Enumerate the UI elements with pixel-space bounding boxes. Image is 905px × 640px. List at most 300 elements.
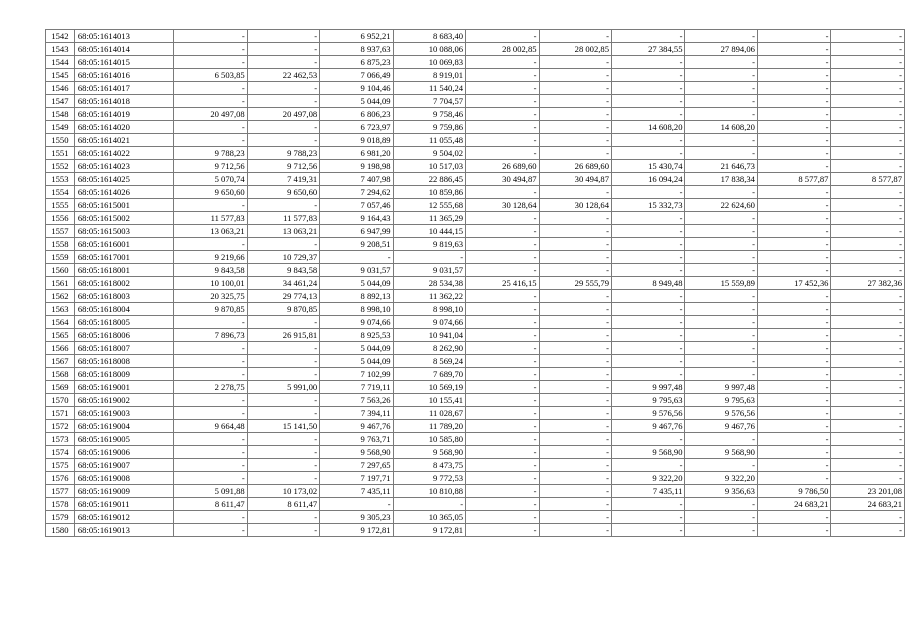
cadastral-code-cell: 68:05:1619004 bbox=[74, 420, 173, 433]
value-col-6-cell: - bbox=[539, 511, 611, 524]
value-col-1-cell: - bbox=[174, 316, 247, 329]
value-col-1-cell: - bbox=[174, 121, 247, 134]
row-number-cell: 1546 bbox=[46, 82, 75, 95]
value-col-6-cell: - bbox=[539, 147, 611, 160]
value-col-4-cell: 10 859,86 bbox=[393, 186, 465, 199]
row-number-cell: 1552 bbox=[46, 160, 75, 173]
value-col-4-cell: 11 365,29 bbox=[393, 212, 465, 225]
table-row bbox=[46, 186, 905, 199]
table-row bbox=[46, 56, 905, 69]
value-col-9-cell: - bbox=[757, 121, 830, 134]
value-col-2-cell: 8 611,47 bbox=[247, 498, 319, 511]
value-col-3-cell: 7 066,49 bbox=[320, 69, 393, 82]
value-col-9-cell: - bbox=[757, 459, 830, 472]
value-col-1-cell: 7 896,73 bbox=[174, 329, 247, 342]
value-col-7-cell: - bbox=[612, 524, 685, 537]
table-row bbox=[46, 381, 905, 394]
value-col-9-cell: - bbox=[757, 264, 830, 277]
cadastral-code-cell: 68:05:1614020 bbox=[74, 121, 173, 134]
value-col-10-cell: - bbox=[831, 69, 905, 82]
value-col-1-cell: - bbox=[174, 82, 247, 95]
value-col-7-cell: - bbox=[612, 108, 685, 121]
value-col-3-cell: 8 998,10 bbox=[320, 303, 393, 316]
value-col-4-cell: 11 540,24 bbox=[393, 82, 465, 95]
table-row bbox=[46, 433, 905, 446]
value-col-7-cell: - bbox=[612, 264, 685, 277]
value-col-10-cell: - bbox=[831, 459, 905, 472]
value-col-2-cell: - bbox=[247, 342, 319, 355]
cadastral-code-cell: 68:05:1618006 bbox=[74, 329, 173, 342]
value-col-5-cell: - bbox=[466, 108, 539, 121]
value-col-6-cell: - bbox=[539, 251, 611, 264]
row-number-cell: 1559 bbox=[46, 251, 75, 264]
value-col-1-cell: - bbox=[174, 134, 247, 147]
value-col-8-cell: - bbox=[685, 290, 757, 303]
value-col-10-cell: 8 577,87 bbox=[831, 173, 905, 186]
value-col-3-cell: 7 563,26 bbox=[320, 394, 393, 407]
table-row bbox=[46, 238, 905, 251]
value-col-9-cell: - bbox=[757, 303, 830, 316]
value-col-10-cell: 24 683,21 bbox=[831, 498, 905, 511]
cadastral-code-cell: 68:05:1614023 bbox=[74, 160, 173, 173]
row-number-cell: 1574 bbox=[46, 446, 75, 459]
value-col-2-cell: - bbox=[247, 433, 319, 446]
value-col-6-cell: - bbox=[539, 238, 611, 251]
value-col-2-cell: 10 729,37 bbox=[247, 251, 319, 264]
row-number-cell: 1568 bbox=[46, 368, 75, 381]
value-col-3-cell: 7 719,11 bbox=[320, 381, 393, 394]
value-col-8-cell: - bbox=[685, 329, 757, 342]
value-col-1-cell: - bbox=[174, 342, 247, 355]
cadastral-code-cell: 68:05:1619002 bbox=[74, 394, 173, 407]
value-col-2-cell: - bbox=[247, 134, 319, 147]
value-col-6-cell: 29 555,79 bbox=[539, 277, 611, 290]
value-col-1-cell: 9 870,85 bbox=[174, 303, 247, 316]
table-row bbox=[46, 95, 905, 108]
value-col-9-cell: - bbox=[757, 147, 830, 160]
value-col-6-cell: - bbox=[539, 225, 611, 238]
value-col-5-cell: - bbox=[466, 342, 539, 355]
value-col-9-cell: - bbox=[757, 30, 830, 43]
value-col-10-cell: - bbox=[831, 225, 905, 238]
value-col-2-cell: 20 497,08 bbox=[247, 108, 319, 121]
value-col-9-cell: - bbox=[757, 420, 830, 433]
value-col-10-cell: - bbox=[831, 212, 905, 225]
row-number-cell: 1562 bbox=[46, 290, 75, 303]
value-col-4-cell: 11 028,67 bbox=[393, 407, 465, 420]
value-col-7-cell: - bbox=[612, 212, 685, 225]
value-col-10-cell: - bbox=[831, 329, 905, 342]
value-col-6-cell: - bbox=[539, 30, 611, 43]
cadastral-code-cell: 68:05:1618009 bbox=[74, 368, 173, 381]
value-col-7-cell: 9 322,20 bbox=[612, 472, 685, 485]
value-col-1-cell: 5 091,88 bbox=[174, 485, 247, 498]
value-col-5-cell: 25 416,15 bbox=[466, 277, 539, 290]
value-col-9-cell: - bbox=[757, 368, 830, 381]
value-col-1-cell: - bbox=[174, 511, 247, 524]
table-row bbox=[46, 173, 905, 186]
value-col-1-cell: 8 611,47 bbox=[174, 498, 247, 511]
value-col-8-cell: - bbox=[685, 225, 757, 238]
value-col-10-cell: - bbox=[831, 160, 905, 173]
value-col-8-cell: - bbox=[685, 147, 757, 160]
value-col-6-cell: 30 494,87 bbox=[539, 173, 611, 186]
value-col-3-cell: 7 102,99 bbox=[320, 368, 393, 381]
value-col-9-cell: - bbox=[757, 251, 830, 264]
value-col-4-cell: 10 517,03 bbox=[393, 160, 465, 173]
cadastral-code-cell: 68:05:1614013 bbox=[74, 30, 173, 43]
value-col-2-cell: - bbox=[247, 368, 319, 381]
value-col-3-cell: - bbox=[320, 251, 393, 264]
value-col-4-cell: 10 155,41 bbox=[393, 394, 465, 407]
value-col-2-cell: 9 712,56 bbox=[247, 160, 319, 173]
value-col-8-cell: 9 322,20 bbox=[685, 472, 757, 485]
row-number-cell: 1561 bbox=[46, 277, 75, 290]
value-col-10-cell: - bbox=[831, 420, 905, 433]
value-col-9-cell: - bbox=[757, 43, 830, 56]
value-col-4-cell: 9 031,57 bbox=[393, 264, 465, 277]
value-col-7-cell: 8 949,48 bbox=[612, 277, 685, 290]
value-col-8-cell: - bbox=[685, 238, 757, 251]
value-col-3-cell: 8 937,63 bbox=[320, 43, 393, 56]
value-col-4-cell: 10 810,88 bbox=[393, 485, 465, 498]
value-col-10-cell: - bbox=[831, 82, 905, 95]
value-col-3-cell: 9 018,89 bbox=[320, 134, 393, 147]
value-col-3-cell: 9 198,98 bbox=[320, 160, 393, 173]
value-col-10-cell: - bbox=[831, 407, 905, 420]
value-col-7-cell: - bbox=[612, 329, 685, 342]
value-col-4-cell: 8 569,24 bbox=[393, 355, 465, 368]
table-row bbox=[46, 303, 905, 316]
table-row bbox=[46, 342, 905, 355]
value-col-3-cell: 8 892,13 bbox=[320, 290, 393, 303]
value-col-9-cell: - bbox=[757, 238, 830, 251]
value-col-10-cell: - bbox=[831, 303, 905, 316]
table-body bbox=[46, 30, 905, 537]
table-row bbox=[46, 394, 905, 407]
value-col-4-cell: 9 758,46 bbox=[393, 108, 465, 121]
value-col-3-cell: 9 763,71 bbox=[320, 433, 393, 446]
value-col-2-cell: - bbox=[247, 524, 319, 537]
table-row bbox=[46, 225, 905, 238]
value-col-9-cell: - bbox=[757, 56, 830, 69]
value-col-8-cell: 9 795,63 bbox=[685, 394, 757, 407]
value-col-2-cell: - bbox=[247, 472, 319, 485]
value-col-9-cell: - bbox=[757, 407, 830, 420]
row-number-cell: 1571 bbox=[46, 407, 75, 420]
value-col-4-cell: 8 998,10 bbox=[393, 303, 465, 316]
cadastral-code-cell: 68:05:1614025 bbox=[74, 173, 173, 186]
value-col-9-cell: - bbox=[757, 134, 830, 147]
value-col-9-cell: - bbox=[757, 69, 830, 82]
row-number-cell: 1544 bbox=[46, 56, 75, 69]
value-col-3-cell: 5 044,09 bbox=[320, 277, 393, 290]
table-row bbox=[46, 511, 905, 524]
value-col-6-cell: - bbox=[539, 394, 611, 407]
value-col-5-cell: - bbox=[466, 251, 539, 264]
cadastral-code-cell: 68:05:1618008 bbox=[74, 355, 173, 368]
row-number-cell: 1548 bbox=[46, 108, 75, 121]
value-col-9-cell: 8 577,87 bbox=[757, 173, 830, 186]
value-col-5-cell: - bbox=[466, 511, 539, 524]
value-col-2-cell: - bbox=[247, 56, 319, 69]
value-col-5-cell: - bbox=[466, 303, 539, 316]
value-col-3-cell: 7 407,98 bbox=[320, 173, 393, 186]
value-col-5-cell: 30 494,87 bbox=[466, 173, 539, 186]
value-col-6-cell: - bbox=[539, 472, 611, 485]
value-col-2-cell: 26 915,81 bbox=[247, 329, 319, 342]
table-row bbox=[46, 329, 905, 342]
value-col-7-cell: 16 094,24 bbox=[612, 173, 685, 186]
row-number-cell: 1575 bbox=[46, 459, 75, 472]
value-col-7-cell: - bbox=[612, 433, 685, 446]
value-col-7-cell: 9 997,48 bbox=[612, 381, 685, 394]
value-col-9-cell: - bbox=[757, 225, 830, 238]
value-col-2-cell: 15 141,50 bbox=[247, 420, 319, 433]
value-col-9-cell: - bbox=[757, 290, 830, 303]
table-row bbox=[46, 277, 905, 290]
row-number-cell: 1572 bbox=[46, 420, 75, 433]
value-col-5-cell: - bbox=[466, 381, 539, 394]
value-col-5-cell: - bbox=[466, 186, 539, 199]
value-col-7-cell: - bbox=[612, 303, 685, 316]
value-col-6-cell: - bbox=[539, 316, 611, 329]
value-col-5-cell: - bbox=[466, 420, 539, 433]
cadastral-code-cell: 68:05:1614019 bbox=[74, 108, 173, 121]
value-col-7-cell: - bbox=[612, 355, 685, 368]
value-col-5-cell: - bbox=[466, 82, 539, 95]
cadastral-code-cell: 68:05:1618003 bbox=[74, 290, 173, 303]
row-number-cell: 1551 bbox=[46, 147, 75, 160]
value-col-1-cell: - bbox=[174, 43, 247, 56]
value-col-7-cell: - bbox=[612, 511, 685, 524]
value-col-4-cell: 10 365,05 bbox=[393, 511, 465, 524]
value-col-10-cell: - bbox=[831, 30, 905, 43]
value-col-3-cell: 6 723,97 bbox=[320, 121, 393, 134]
value-col-1-cell: 2 278,75 bbox=[174, 381, 247, 394]
value-col-9-cell: - bbox=[757, 82, 830, 95]
cadastral-code-cell: 68:05:1614015 bbox=[74, 56, 173, 69]
table-row bbox=[46, 134, 905, 147]
value-col-10-cell: - bbox=[831, 472, 905, 485]
value-col-4-cell: 9 568,90 bbox=[393, 446, 465, 459]
value-col-1-cell: 9 650,60 bbox=[174, 186, 247, 199]
value-col-10-cell: - bbox=[831, 134, 905, 147]
cadastral-code-cell: 68:05:1614014 bbox=[74, 43, 173, 56]
value-col-4-cell: 11 055,48 bbox=[393, 134, 465, 147]
value-col-2-cell: 10 173,02 bbox=[247, 485, 319, 498]
value-col-8-cell: - bbox=[685, 303, 757, 316]
table-row bbox=[46, 251, 905, 264]
cadastral-code-cell: 68:05:1619003 bbox=[74, 407, 173, 420]
value-col-7-cell: - bbox=[612, 95, 685, 108]
value-col-3-cell: 7 057,46 bbox=[320, 199, 393, 212]
value-col-10-cell: - bbox=[831, 199, 905, 212]
value-col-8-cell: - bbox=[685, 82, 757, 95]
value-col-8-cell: - bbox=[685, 95, 757, 108]
value-col-1-cell: - bbox=[174, 56, 247, 69]
value-col-2-cell: 5 991,00 bbox=[247, 381, 319, 394]
value-col-6-cell: - bbox=[539, 433, 611, 446]
value-col-4-cell: 10 941,04 bbox=[393, 329, 465, 342]
value-col-6-cell: - bbox=[539, 342, 611, 355]
cadastral-code-cell: 68:05:1616001 bbox=[74, 238, 173, 251]
cadastral-code-cell: 68:05:1619008 bbox=[74, 472, 173, 485]
value-col-9-cell: - bbox=[757, 394, 830, 407]
value-col-10-cell: - bbox=[831, 121, 905, 134]
value-col-3-cell: 9 305,23 bbox=[320, 511, 393, 524]
value-col-3-cell: 9 172,81 bbox=[320, 524, 393, 537]
table-row bbox=[46, 212, 905, 225]
cadastral-code-cell: 68:05:1614016 bbox=[74, 69, 173, 82]
value-col-10-cell: - bbox=[831, 511, 905, 524]
value-col-7-cell: 27 384,55 bbox=[612, 43, 685, 56]
value-col-6-cell: - bbox=[539, 212, 611, 225]
value-col-8-cell: 9 568,90 bbox=[685, 446, 757, 459]
value-col-8-cell: - bbox=[685, 30, 757, 43]
value-col-5-cell: - bbox=[466, 30, 539, 43]
value-col-3-cell: 6 875,23 bbox=[320, 56, 393, 69]
value-col-8-cell: - bbox=[685, 511, 757, 524]
cadastral-code-cell: 68:05:1618005 bbox=[74, 316, 173, 329]
value-col-3-cell: 5 044,09 bbox=[320, 95, 393, 108]
value-col-7-cell: - bbox=[612, 251, 685, 264]
value-col-8-cell: 9 356,63 bbox=[685, 485, 757, 498]
value-col-1-cell: - bbox=[174, 368, 247, 381]
cadastral-code-cell: 68:05:1615001 bbox=[74, 199, 173, 212]
value-col-10-cell: - bbox=[831, 251, 905, 264]
value-col-2-cell: - bbox=[247, 82, 319, 95]
value-col-3-cell: 8 925,53 bbox=[320, 329, 393, 342]
value-col-6-cell: - bbox=[539, 69, 611, 82]
cadastral-code-cell: 68:05:1618007 bbox=[74, 342, 173, 355]
table-row bbox=[46, 69, 905, 82]
value-col-1-cell: 5 070,74 bbox=[174, 173, 247, 186]
value-col-7-cell: - bbox=[612, 82, 685, 95]
value-col-9-cell: - bbox=[757, 212, 830, 225]
value-col-9-cell: 9 786,50 bbox=[757, 485, 830, 498]
value-col-3-cell: 7 394,11 bbox=[320, 407, 393, 420]
value-col-7-cell: 9 795,63 bbox=[612, 394, 685, 407]
value-col-6-cell: - bbox=[539, 82, 611, 95]
value-col-7-cell: - bbox=[612, 290, 685, 303]
value-col-2-cell: 22 462,53 bbox=[247, 69, 319, 82]
value-col-7-cell: - bbox=[612, 238, 685, 251]
value-col-1-cell: - bbox=[174, 394, 247, 407]
value-col-8-cell: 9 467,76 bbox=[685, 420, 757, 433]
value-col-5-cell: - bbox=[466, 147, 539, 160]
cadastral-code-cell: 68:05:1615002 bbox=[74, 212, 173, 225]
value-col-3-cell: 9 467,76 bbox=[320, 420, 393, 433]
value-col-8-cell: - bbox=[685, 134, 757, 147]
cadastral-code-cell: 68:05:1619001 bbox=[74, 381, 173, 394]
value-col-7-cell: - bbox=[612, 134, 685, 147]
table-row bbox=[46, 524, 905, 537]
value-col-6-cell: - bbox=[539, 485, 611, 498]
value-col-9-cell: - bbox=[757, 381, 830, 394]
value-col-1-cell: - bbox=[174, 524, 247, 537]
value-col-7-cell: - bbox=[612, 459, 685, 472]
value-col-5-cell: - bbox=[466, 95, 539, 108]
value-col-2-cell: - bbox=[247, 459, 319, 472]
value-col-7-cell: - bbox=[612, 147, 685, 160]
value-col-8-cell: - bbox=[685, 316, 757, 329]
value-col-10-cell: - bbox=[831, 108, 905, 121]
row-number-cell: 1565 bbox=[46, 329, 75, 342]
row-number-cell: 1563 bbox=[46, 303, 75, 316]
cadastral-code-cell: 68:05:1618004 bbox=[74, 303, 173, 316]
table-row bbox=[46, 368, 905, 381]
value-col-10-cell: - bbox=[831, 355, 905, 368]
value-col-1-cell: 9 788,23 bbox=[174, 147, 247, 160]
value-col-4-cell: 10 088,06 bbox=[393, 43, 465, 56]
value-col-2-cell: 9 650,60 bbox=[247, 186, 319, 199]
table-row bbox=[46, 290, 905, 303]
value-col-8-cell: - bbox=[685, 56, 757, 69]
value-col-6-cell: - bbox=[539, 95, 611, 108]
value-col-1-cell: 20 325,75 bbox=[174, 290, 247, 303]
value-col-6-cell: - bbox=[539, 134, 611, 147]
value-col-1-cell: - bbox=[174, 433, 247, 446]
value-col-9-cell: - bbox=[757, 446, 830, 459]
value-col-6-cell: - bbox=[539, 290, 611, 303]
value-col-8-cell: - bbox=[685, 69, 757, 82]
value-col-9-cell: - bbox=[757, 433, 830, 446]
value-col-5-cell: - bbox=[466, 134, 539, 147]
row-number-cell: 1577 bbox=[46, 485, 75, 498]
value-col-8-cell: 17 838,34 bbox=[685, 173, 757, 186]
value-col-1-cell: - bbox=[174, 95, 247, 108]
value-col-2-cell: - bbox=[247, 199, 319, 212]
value-col-9-cell: - bbox=[757, 95, 830, 108]
value-col-1-cell: 9 664,48 bbox=[174, 420, 247, 433]
row-number-cell: 1554 bbox=[46, 186, 75, 199]
value-col-10-cell: - bbox=[831, 394, 905, 407]
value-col-2-cell: - bbox=[247, 316, 319, 329]
value-col-4-cell: 12 555,68 bbox=[393, 199, 465, 212]
value-col-1-cell: 20 497,08 bbox=[174, 108, 247, 121]
value-col-7-cell: - bbox=[612, 186, 685, 199]
row-number-cell: 1558 bbox=[46, 238, 75, 251]
row-number-cell: 1545 bbox=[46, 69, 75, 82]
value-col-8-cell: - bbox=[685, 186, 757, 199]
value-col-5-cell: - bbox=[466, 394, 539, 407]
value-col-7-cell: - bbox=[612, 498, 685, 511]
value-col-3-cell: 9 208,51 bbox=[320, 238, 393, 251]
value-col-9-cell: - bbox=[757, 108, 830, 121]
value-col-8-cell: - bbox=[685, 433, 757, 446]
value-col-3-cell: 7 197,71 bbox=[320, 472, 393, 485]
value-col-1-cell: 9 712,56 bbox=[174, 160, 247, 173]
value-col-3-cell: 7 297,65 bbox=[320, 459, 393, 472]
cadastral-code-cell: 68:05:1614026 bbox=[74, 186, 173, 199]
value-col-8-cell: 9 576,56 bbox=[685, 407, 757, 420]
value-col-8-cell: 9 997,48 bbox=[685, 381, 757, 394]
value-col-7-cell: - bbox=[612, 316, 685, 329]
value-col-9-cell: 24 683,21 bbox=[757, 498, 830, 511]
value-col-3-cell: 9 568,90 bbox=[320, 446, 393, 459]
value-col-3-cell: 6 981,20 bbox=[320, 147, 393, 160]
value-col-6-cell: 28 002,85 bbox=[539, 43, 611, 56]
value-col-4-cell: 28 534,38 bbox=[393, 277, 465, 290]
value-col-2-cell: - bbox=[247, 407, 319, 420]
value-col-3-cell: 5 044,09 bbox=[320, 342, 393, 355]
value-col-5-cell: - bbox=[466, 459, 539, 472]
row-number-cell: 1570 bbox=[46, 394, 75, 407]
value-col-5-cell: - bbox=[466, 69, 539, 82]
value-col-2-cell: - bbox=[247, 238, 319, 251]
value-col-4-cell: 22 886,45 bbox=[393, 173, 465, 186]
